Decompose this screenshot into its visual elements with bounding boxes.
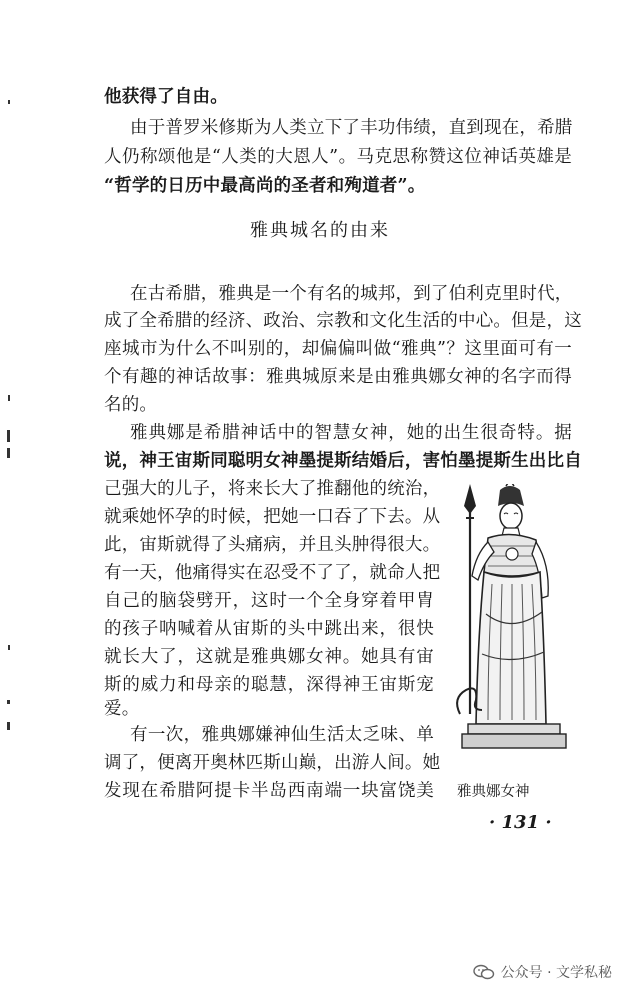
scan-mark [7, 430, 10, 442]
text-line: 就乘她怀孕的时候，把她一口吞了下去。从 [104, 507, 441, 527]
scan-mark [8, 395, 10, 401]
scan-mark [7, 722, 10, 730]
text-line: “哲学的日历中最高尚的圣者和殉道者”。 [104, 176, 426, 196]
text-line: 有一次，雅典娜嫌神仙生活太乏味、单 [130, 725, 434, 745]
athena-statue-illustration [448, 484, 568, 770]
text-line: 说，神王宙斯同聪明女神墨提斯结婚后，害怕墨提斯生出比自 [104, 451, 582, 471]
section-heading: 雅典城名的由来 [250, 220, 390, 241]
text-line: 有一天，他痛得实在忍受不了了，就命人把 [104, 563, 441, 583]
text-line: 人仍称颂他是“人类的大恩人”。马克思称赞这位神话英雄是 [104, 147, 572, 167]
page-number: · 131 · [489, 812, 552, 833]
text-line: 自己的脑袋劈开，这时一个全身穿着甲胄 [104, 591, 434, 611]
text-line: 的孩子呐喊着从宙斯的头中跳出来，很快 [104, 619, 434, 639]
watermark [473, 962, 612, 982]
text-line: 成了全希腊的经济、政治、宗教和文化生活的中心。但是，这 [104, 311, 582, 331]
wechat-icon [473, 964, 495, 980]
text-line: 名的。 [104, 395, 158, 415]
text-line: 雅典娜是希腊神话中的智慧女神，她的出生很奇特。据 [130, 423, 572, 443]
text-line: 发现在希腊阿提卡半岛西南端一块富饶美 [104, 781, 434, 801]
scan-mark [7, 700, 10, 704]
scan-mark [8, 100, 10, 104]
text-line: 爱。 [104, 699, 140, 719]
figure-caption: 雅典娜女神 [457, 784, 530, 800]
text-line: 调了，便离开奥林匹斯山巅，出游人间。她 [104, 753, 441, 773]
text-line: 在古希腊，雅典是一个有名的城邦，到了伯利克里时代， [130, 284, 573, 304]
text-line: 斯的威力和母亲的聪慧，深得神王宙斯宠 [104, 675, 434, 695]
text-line: 此，宙斯就得了头痛病，并且头肿得很大。 [104, 535, 441, 555]
text-line: 他获得了自由。 [104, 87, 228, 107]
text-line: 座城市为什么不叫别的，却偏偏叫做“雅典”？这里面可有一 [104, 339, 572, 359]
scan-mark [8, 645, 10, 650]
scan-mark [7, 448, 10, 458]
text-line: 个有趣的神话故事：雅典城原来是由雅典娜女神的名字而得 [104, 367, 572, 387]
text-line: 就长大了，这就是雅典娜女神。她具有宙 [104, 647, 434, 667]
watermark-text: 公众号 · 文学私秘 [500, 965, 612, 981]
text-line: 己强大的儿子，将来长大了推翻他的统治， [104, 479, 441, 499]
text-line: 由于普罗米修斯为人类立下了丰功伟绩，直到现在，希腊 [130, 118, 573, 138]
